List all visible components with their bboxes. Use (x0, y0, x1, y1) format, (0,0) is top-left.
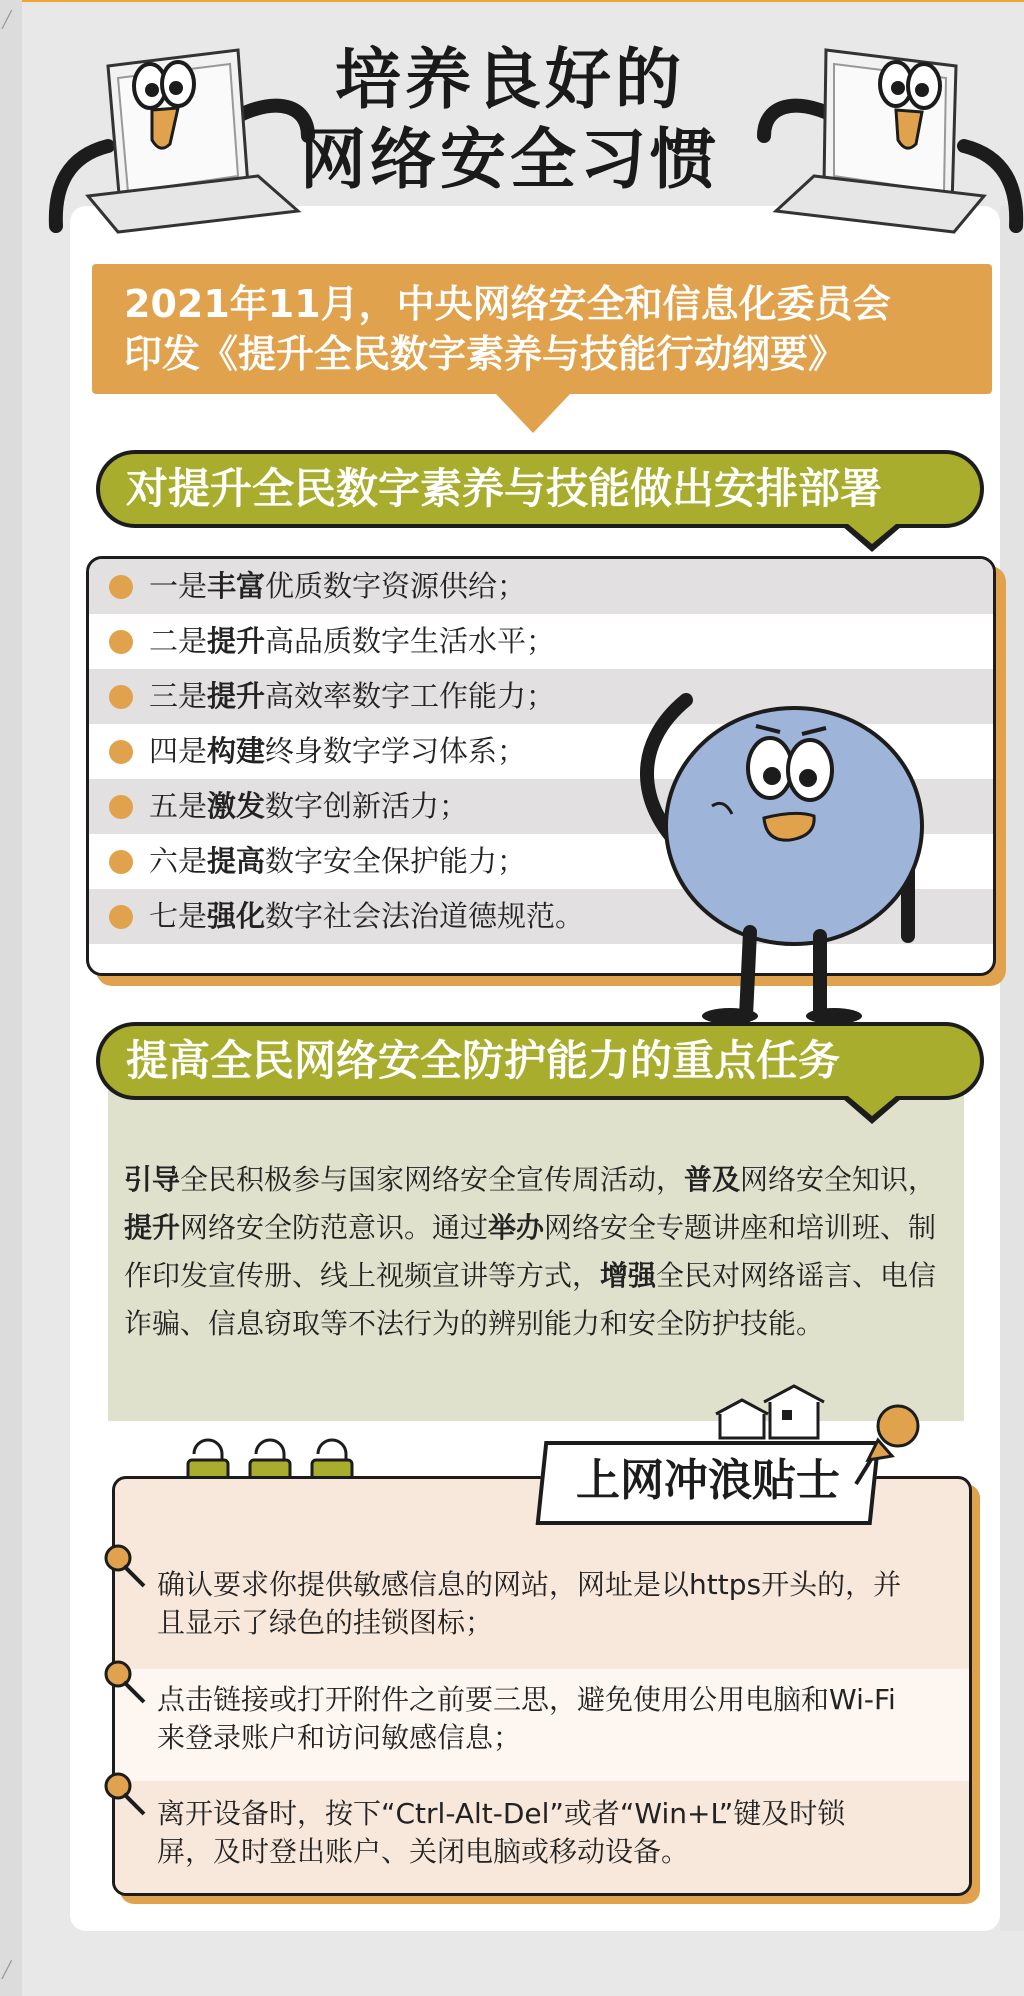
section1-notch-fill (848, 524, 896, 544)
bullet-icon (109, 850, 133, 874)
tip-pin-icon (100, 1658, 148, 1706)
tip-pin-icon (100, 1542, 148, 1590)
bullet-icon (109, 685, 133, 709)
tasks-paragraph: 引导全民积极参与国家网络安全宣传周活动，普及网络安全知识，提升网络安全防范意识。通过举办网络安全专题讲座和培训班、制作印发宣传册、线上视频宣讲等方式，增强全民对网络谣言、电信诈骗、信息窃取等不法行为的辨别能力和安全防护技能。 (124, 1163, 937, 1340)
list-item: 六是提高数字安全保护能力； (89, 834, 993, 889)
intro-pointer (495, 393, 571, 433)
bullet-icon (109, 740, 133, 764)
intro-line-1: 2021年11月，中央网络安全和信息化委员会 (124, 282, 891, 326)
tip-item: 点击链接或打开附件之前要三思，避免使用公用电脑和Wi-Fi 来登录账户和访问敏感信息； (157, 1683, 896, 1754)
tips-box (112, 1476, 972, 1896)
bullet-icon (109, 575, 133, 599)
section2-notch-fill (848, 1096, 896, 1116)
tip-item: 离开设备时，按下“Ctrl-Alt-Del”或者“Win+L”键及时锁 屏，及时登出账户、关闭电脑或移动设备。 (157, 1797, 846, 1868)
intro-box (92, 264, 992, 394)
intro-line-2: 印发《提升全民数字素养与技能行动纲要》 (124, 332, 847, 376)
scroll-down-icon[interactable]: ╱ (2, 1960, 12, 1979)
title-line-1: 培养良好的 (335, 41, 685, 118)
bullet-icon (109, 630, 133, 654)
list-item: 三是提升高效率数字工作能力； (89, 669, 993, 724)
ball-mascot-icon (620, 686, 940, 1026)
scroll-up-icon[interactable]: ╱ (2, 10, 12, 29)
houses-icon (712, 1380, 842, 1440)
right-edge (1000, 206, 1024, 1931)
tip-pin-icon (100, 1770, 148, 1818)
list-item: 四是构建终身数字学习体系； (89, 724, 993, 779)
title-line-2: 网络安全习惯 (300, 121, 720, 198)
top-accent-line (0, 0, 1024, 2)
tip-item: 确认要求你提供敏感信息的网站，网址是以https开头的，并 且显示了绿色的挂锁图标； (157, 1568, 902, 1639)
bullet-icon (109, 905, 133, 929)
list-item: 五是激发数字创新活力； (89, 779, 993, 834)
list-item: 一是丰富优质数字资源供给； (89, 559, 993, 614)
list-item: 七是强化数字社会法治道德规范。 (89, 889, 993, 944)
left-scroll-strip[interactable] (0, 0, 22, 1996)
list-item: 二是提升高品质数字生活水平； (89, 614, 993, 669)
bullet-icon (109, 795, 133, 819)
laptop-mascot-right-icon (756, 36, 1024, 236)
pushpin-icon (848, 1400, 928, 1490)
section2-heading: 提高全民网络安全防护能力的重点任务 (96, 1022, 984, 1100)
page-title (250, 40, 770, 200)
section1-heading: 对提升全民数字素养与技能做出安排部署 (96, 450, 984, 528)
tips-label: 上网冲浪贴士 (576, 1455, 840, 1506)
